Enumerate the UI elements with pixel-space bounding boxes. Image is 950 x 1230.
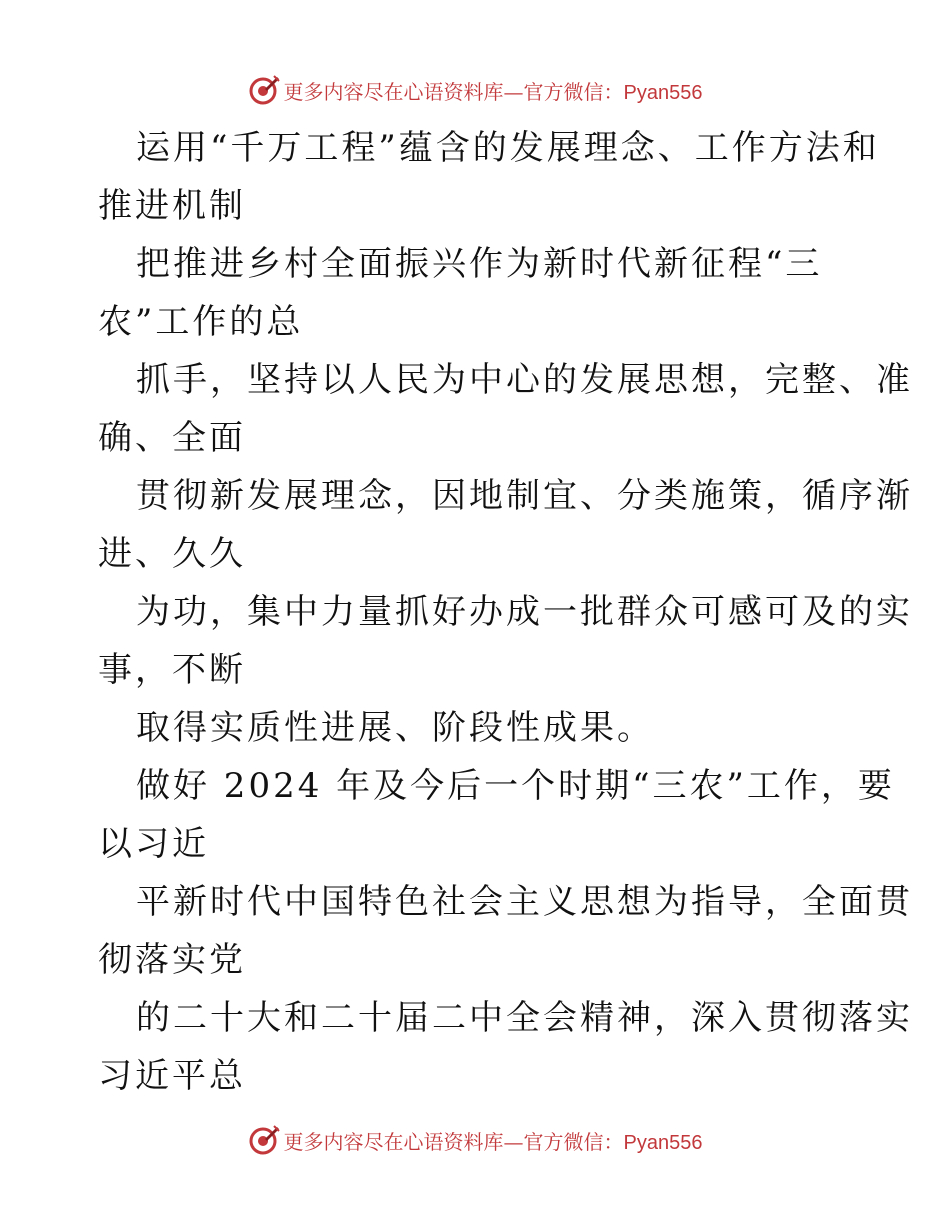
body-line: 贯彻新发展理念，因地制宜、分类施策，循序渐 — [136, 476, 913, 516]
footer-banner-dash: — — [503, 1129, 524, 1154]
brush-logo-icon — [248, 1124, 280, 1156]
footer-banner — [0, 1120, 950, 1160]
body-line: 以习近 — [98, 824, 209, 864]
header-banner-dash: — — [503, 79, 524, 104]
body-line: 抓手，坚持以人民为中心的发展思想，完整、准 — [136, 360, 913, 400]
body-line: 农”工作的总 — [98, 302, 304, 342]
body-line: 事，不断 — [98, 650, 246, 690]
body-line: 推进机制 — [98, 186, 246, 226]
header-banner — [0, 70, 950, 110]
footer-banner-text — [284, 1126, 703, 1155]
header-banner-text — [284, 76, 703, 105]
header-banner-id: Pyan556 — [623, 81, 703, 104]
header-banner-main: 更多内容尽在心语资料库 — [283, 79, 504, 104]
brush-logo-icon — [248, 74, 280, 106]
body-line: 确、全面 — [98, 418, 246, 458]
body-line: 把推进乡村全面振兴作为新时代新征程“三 — [136, 244, 823, 284]
body-line: 彻落实党 — [98, 940, 246, 980]
body-line: 的二十大和二十届二中全会精神，深入贯彻落实 — [136, 998, 913, 1038]
body-line: 习近平总 — [98, 1056, 246, 1096]
body-line: 进、久久 — [98, 534, 246, 574]
header-banner-sub: 官方微信： — [523, 79, 624, 104]
body-line: 取得实质性进展、阶段性成果。 — [136, 708, 654, 748]
body-line: 做好 2024 年及今后一个时期“三农”工作，要 — [136, 766, 895, 806]
body-line: 为功，集中力量抓好办成一批群众可感可及的实 — [136, 592, 913, 632]
footer-banner-main: 更多内容尽在心语资料库 — [283, 1129, 504, 1154]
footer-banner-sub: 官方微信： — [523, 1129, 624, 1154]
footer-banner-id: Pyan556 — [623, 1131, 703, 1154]
body-line: 平新时代中国特色社会主义思想为指导，全面贯 — [136, 882, 913, 922]
body-line: 运用“千万工程”蕴含的发展理念、工作方法和 — [136, 128, 880, 168]
